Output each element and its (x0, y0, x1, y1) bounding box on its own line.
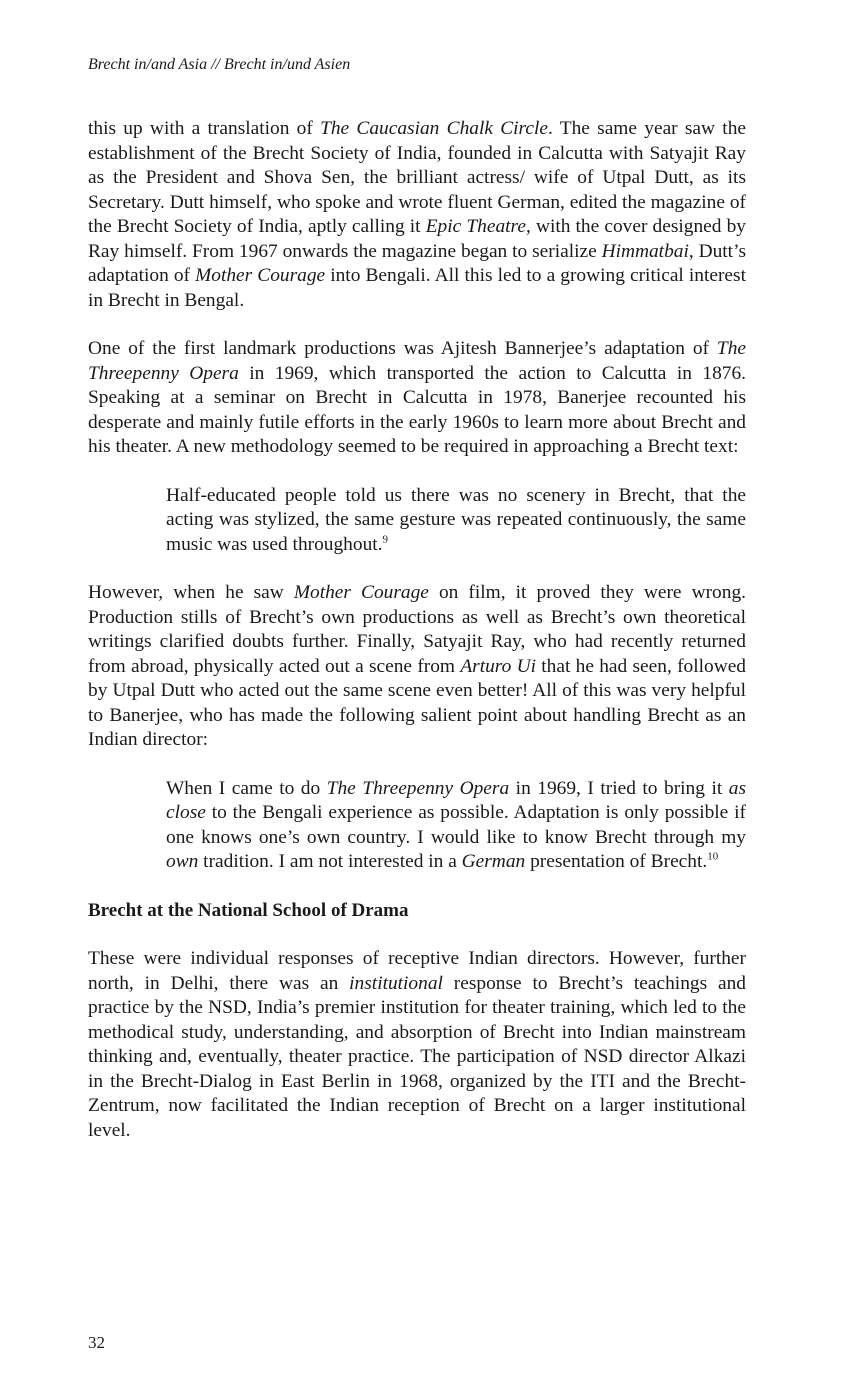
article-body (88, 117, 746, 1167)
block-quote-1: Half-educated people told us there was no scenery in Brecht, that the acting was stylized, the same gesture was repeated continuously, the same music was used throughout.$^9$ (166, 484, 746, 555)
paragraph-4: These were individual responses of receptive Indian directors. However, further north, in Delhi, there was an institutional response to Brecht’s teachings and practice by the NSD, India’s premier institution for theater training, which led to the methodical study, understanding, and absorption of Brecht into Indian mainstream thinking and, eventually, theater practice. The participation of NSD director Alkazi in the Brecht-Dialog in East Berlin in 1968, organized by the ITI and the Brecht-Zentrum, now facilitated the Indian reception of Brecht on a larger institutional level. (88, 948, 746, 1141)
footnote-marker-10[interactable]: 10 (707, 850, 719, 863)
footnote-marker-9[interactable]: 9 (382, 533, 389, 546)
section-heading: Brecht at the National School of Drama (88, 899, 409, 921)
paragraph-1: this up with a translation of The Caucasian Chalk Circle. The same year saw the establishment of the Brecht Society of India, founded in Calcutta with Satyajit Ray as the President and Shova Sen, the brilliant actress/ wife of Utpal Dutt, as its Secretary. Dutt himself, who spoke and wrote fluent German, edited the magazine of the Brecht Society of India, aptly calling it Epic Theatre, with the cover designed by Ray himself. From 1967 onwards the magazine began to serialize Himmatbai, Dutt’s adaptation of Mother Courage into Bengali. All this led to a growing critical interest in Brecht in Bengal. (88, 118, 747, 311)
running-head: Brecht in/and Asia // Brecht in/und Asien (88, 56, 351, 73)
paragraph-3: However, when he saw Mother Courage on film, it proved they were wrong. Production stills of Brecht’s own productions as well as Brecht’s own theoretical writings clarified doubts further. Finally, Satyajit Ray, who had recently returned from abroad, physically acted out a scene from Arturo Ui that he had seen, followed by Utpal Dutt who acted out the same scene even better! All of this was very helpful to Banerjee, who has made the following salient point about handling Brecht as an Indian director: (88, 582, 747, 750)
block-quote-2: When I came to do The Threepenny Opera in 1969, I tried to bring it as close to the Bengali experience as possible. Adaptation is only possible if one knows one’s own country. I would like to know Brecht through my own tradition. I am not interested in a German presentation of Brecht.$^{10}$ (166, 777, 746, 872)
paragraph-2: One of the first landmark productions was Ajitesh Bannerjee’s adaptation of The Threepenny Opera in 1969, which transported the action to Calcutta in 1876. Speaking at a seminar on Brecht in Calcutta in 1978, Banerjee recounted his desperate and mainly futile efforts in the early 1960s to learn more about Brecht and his theater. A new methodology seemed to be required in approaching a Brecht text: (88, 338, 746, 457)
page-number: 32 (88, 1333, 105, 1352)
